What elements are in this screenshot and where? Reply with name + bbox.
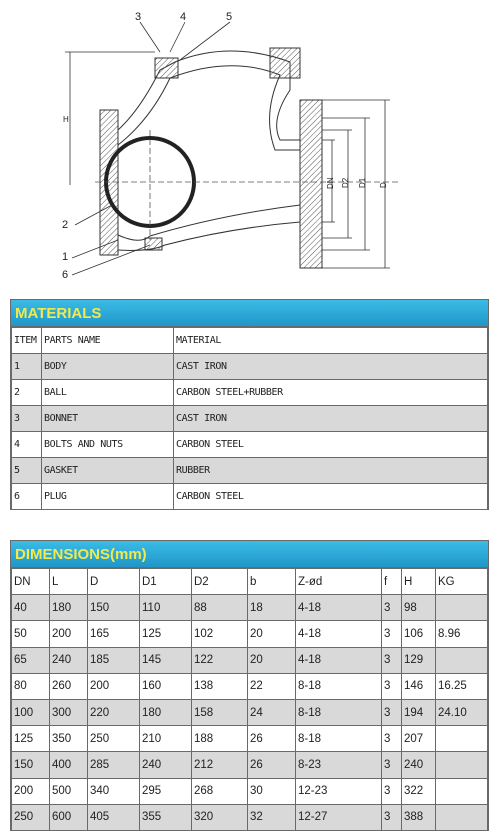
dim-label-d1: D1: [358, 177, 367, 188]
cell: 250: [88, 726, 140, 752]
cell: 3: [382, 778, 402, 804]
cell: CAST IRON: [174, 406, 488, 432]
callout-1: 1: [62, 251, 69, 263]
cell: [436, 647, 488, 673]
cell: 65: [12, 647, 50, 673]
cell: 3: [382, 752, 402, 778]
cell: 12-23: [296, 778, 382, 804]
cell: 8-18: [296, 699, 382, 725]
table-row: [12, 804, 488, 830]
table-row: [12, 595, 488, 621]
callout-3: 3: [135, 11, 142, 23]
cell: 150: [88, 595, 140, 621]
cell: 125: [140, 621, 192, 647]
cell: 4-18: [296, 595, 382, 621]
cell: 20: [248, 621, 296, 647]
cell: 405: [88, 804, 140, 830]
cell: 268: [192, 778, 248, 804]
header-b: b: [248, 569, 296, 595]
table-row: [12, 621, 488, 647]
cell: 300: [50, 699, 88, 725]
table-row: [12, 726, 488, 752]
cell: 102: [192, 621, 248, 647]
cell: BALL: [42, 380, 174, 406]
table-row: [12, 484, 488, 510]
dim-label-d2: D2: [341, 177, 350, 188]
dimensions-header-row: [12, 569, 488, 595]
cell: 180: [50, 595, 88, 621]
cell: 32: [248, 804, 296, 830]
cell: 3: [382, 595, 402, 621]
header-d1: D1: [140, 569, 192, 595]
cell: 98: [402, 595, 436, 621]
cell: 8.96: [436, 621, 488, 647]
materials-title: MATERIALS: [15, 304, 102, 322]
header-d2: D2: [192, 569, 248, 595]
cell: 3: [382, 804, 402, 830]
cell: 26: [248, 752, 296, 778]
table-row: [12, 752, 488, 778]
cell: 80: [12, 673, 50, 699]
cell: 220: [88, 699, 140, 725]
table-row: [12, 647, 488, 673]
cell: 150: [12, 752, 50, 778]
materials-header-row: [12, 328, 488, 354]
dim-label-h: H: [63, 115, 69, 124]
dimensions-table: [10, 540, 489, 831]
cell: 6: [12, 484, 42, 510]
table-row: [12, 432, 488, 458]
cell: 350: [50, 726, 88, 752]
valve-cross-section: [0, 0, 500, 290]
cell: 160: [140, 673, 192, 699]
cell: BONNET: [42, 406, 174, 432]
header-z-d: Z-ød: [296, 569, 382, 595]
cell: 2: [12, 380, 42, 406]
cell: 8-23: [296, 752, 382, 778]
cell: 12-27: [296, 804, 382, 830]
table-row: [12, 380, 488, 406]
cell: 322: [402, 778, 436, 804]
table-row: [12, 699, 488, 725]
cell: 4-18: [296, 647, 382, 673]
header-kg: KG: [436, 569, 488, 595]
dim-label-d: D: [379, 182, 388, 188]
cell: 250: [12, 804, 50, 830]
cell: RUBBER: [174, 458, 488, 484]
cell: CAST IRON: [174, 354, 488, 380]
cell: 388: [402, 804, 436, 830]
cell: 88: [192, 595, 248, 621]
header-material: MATERIAL: [174, 328, 488, 354]
header-h: H: [402, 569, 436, 595]
cell: CARBON STEEL: [174, 432, 488, 458]
cell: 125: [12, 726, 50, 752]
valve-drawing: [0, 0, 500, 290]
cell: 145: [140, 647, 192, 673]
header-f: f: [382, 569, 402, 595]
cell: 16.25: [436, 673, 488, 699]
header-l: L: [50, 569, 88, 595]
cell: 8-18: [296, 673, 382, 699]
cell: 180: [140, 699, 192, 725]
cell: 22: [248, 673, 296, 699]
table-row: [12, 458, 488, 484]
dimensions-grid: [11, 568, 488, 831]
cell: 185: [88, 647, 140, 673]
callout-5: 5: [226, 11, 233, 23]
cell: [436, 804, 488, 830]
header-dn: DN: [12, 569, 50, 595]
cell: 5: [12, 458, 42, 484]
cell: 100: [12, 699, 50, 725]
cell: 165: [88, 621, 140, 647]
cell: 18: [248, 595, 296, 621]
cell: 8-18: [296, 726, 382, 752]
cell: CARBON STEEL+RUBBER: [174, 380, 488, 406]
cell: 3: [382, 647, 402, 673]
table-row: [12, 673, 488, 699]
cell: 600: [50, 804, 88, 830]
table-row: [12, 778, 488, 804]
callout-6: 6: [62, 269, 69, 281]
cell: 110: [140, 595, 192, 621]
cell: 20: [248, 647, 296, 673]
cell: [436, 752, 488, 778]
cell: 320: [192, 804, 248, 830]
header-item: ITEM: [12, 328, 42, 354]
cell: 24: [248, 699, 296, 725]
cell: CARBON STEEL: [174, 484, 488, 510]
callout-4: 4: [180, 11, 187, 23]
cell: 3: [382, 621, 402, 647]
cell: 158: [192, 699, 248, 725]
cell: 26: [248, 726, 296, 752]
table-row: [12, 406, 488, 432]
header-parts-name: PARTS NAME: [42, 328, 174, 354]
cell: 295: [140, 778, 192, 804]
cell: [436, 726, 488, 752]
dimensions-title: DIMENSIONS(mm): [15, 545, 147, 563]
cell: 200: [12, 778, 50, 804]
cell: 240: [140, 752, 192, 778]
cell: 4-18: [296, 621, 382, 647]
cell: 50: [12, 621, 50, 647]
cell: 355: [140, 804, 192, 830]
header-d: D: [88, 569, 140, 595]
cell: 24.10: [436, 699, 488, 725]
table-row: [12, 354, 488, 380]
cell: 1: [12, 354, 42, 380]
cell: [436, 595, 488, 621]
cell: PLUG: [42, 484, 174, 510]
cell: 30: [248, 778, 296, 804]
cell: 200: [88, 673, 140, 699]
cell: 122: [192, 647, 248, 673]
cell: 340: [88, 778, 140, 804]
cell: 400: [50, 752, 88, 778]
cell: 3: [382, 699, 402, 725]
cell: 129: [402, 647, 436, 673]
cell: 138: [192, 673, 248, 699]
cell: 500: [50, 778, 88, 804]
cell: BOLTS AND NUTS: [42, 432, 174, 458]
cell: 4: [12, 432, 42, 458]
cell: 194: [402, 699, 436, 725]
cell: 106: [402, 621, 436, 647]
cell: 212: [192, 752, 248, 778]
materials-banner: [11, 300, 488, 327]
cell: 188: [192, 726, 248, 752]
cell: 210: [140, 726, 192, 752]
cell: 240: [50, 647, 88, 673]
cell: GASKET: [42, 458, 174, 484]
materials-table: [10, 299, 489, 510]
cell: 207: [402, 726, 436, 752]
cell: 3: [12, 406, 42, 432]
cell: 285: [88, 752, 140, 778]
callout-2: 2: [62, 219, 69, 231]
cell: [436, 778, 488, 804]
cell: BODY: [42, 354, 174, 380]
cell: 260: [50, 673, 88, 699]
cell: 3: [382, 726, 402, 752]
cell: 3: [382, 673, 402, 699]
dimensions-banner: [11, 541, 488, 568]
cell: 40: [12, 595, 50, 621]
cell: 200: [50, 621, 88, 647]
dim-label-dn: DN: [326, 177, 335, 189]
cell: 146: [402, 673, 436, 699]
materials-grid: [11, 327, 488, 510]
cell: 240: [402, 752, 436, 778]
